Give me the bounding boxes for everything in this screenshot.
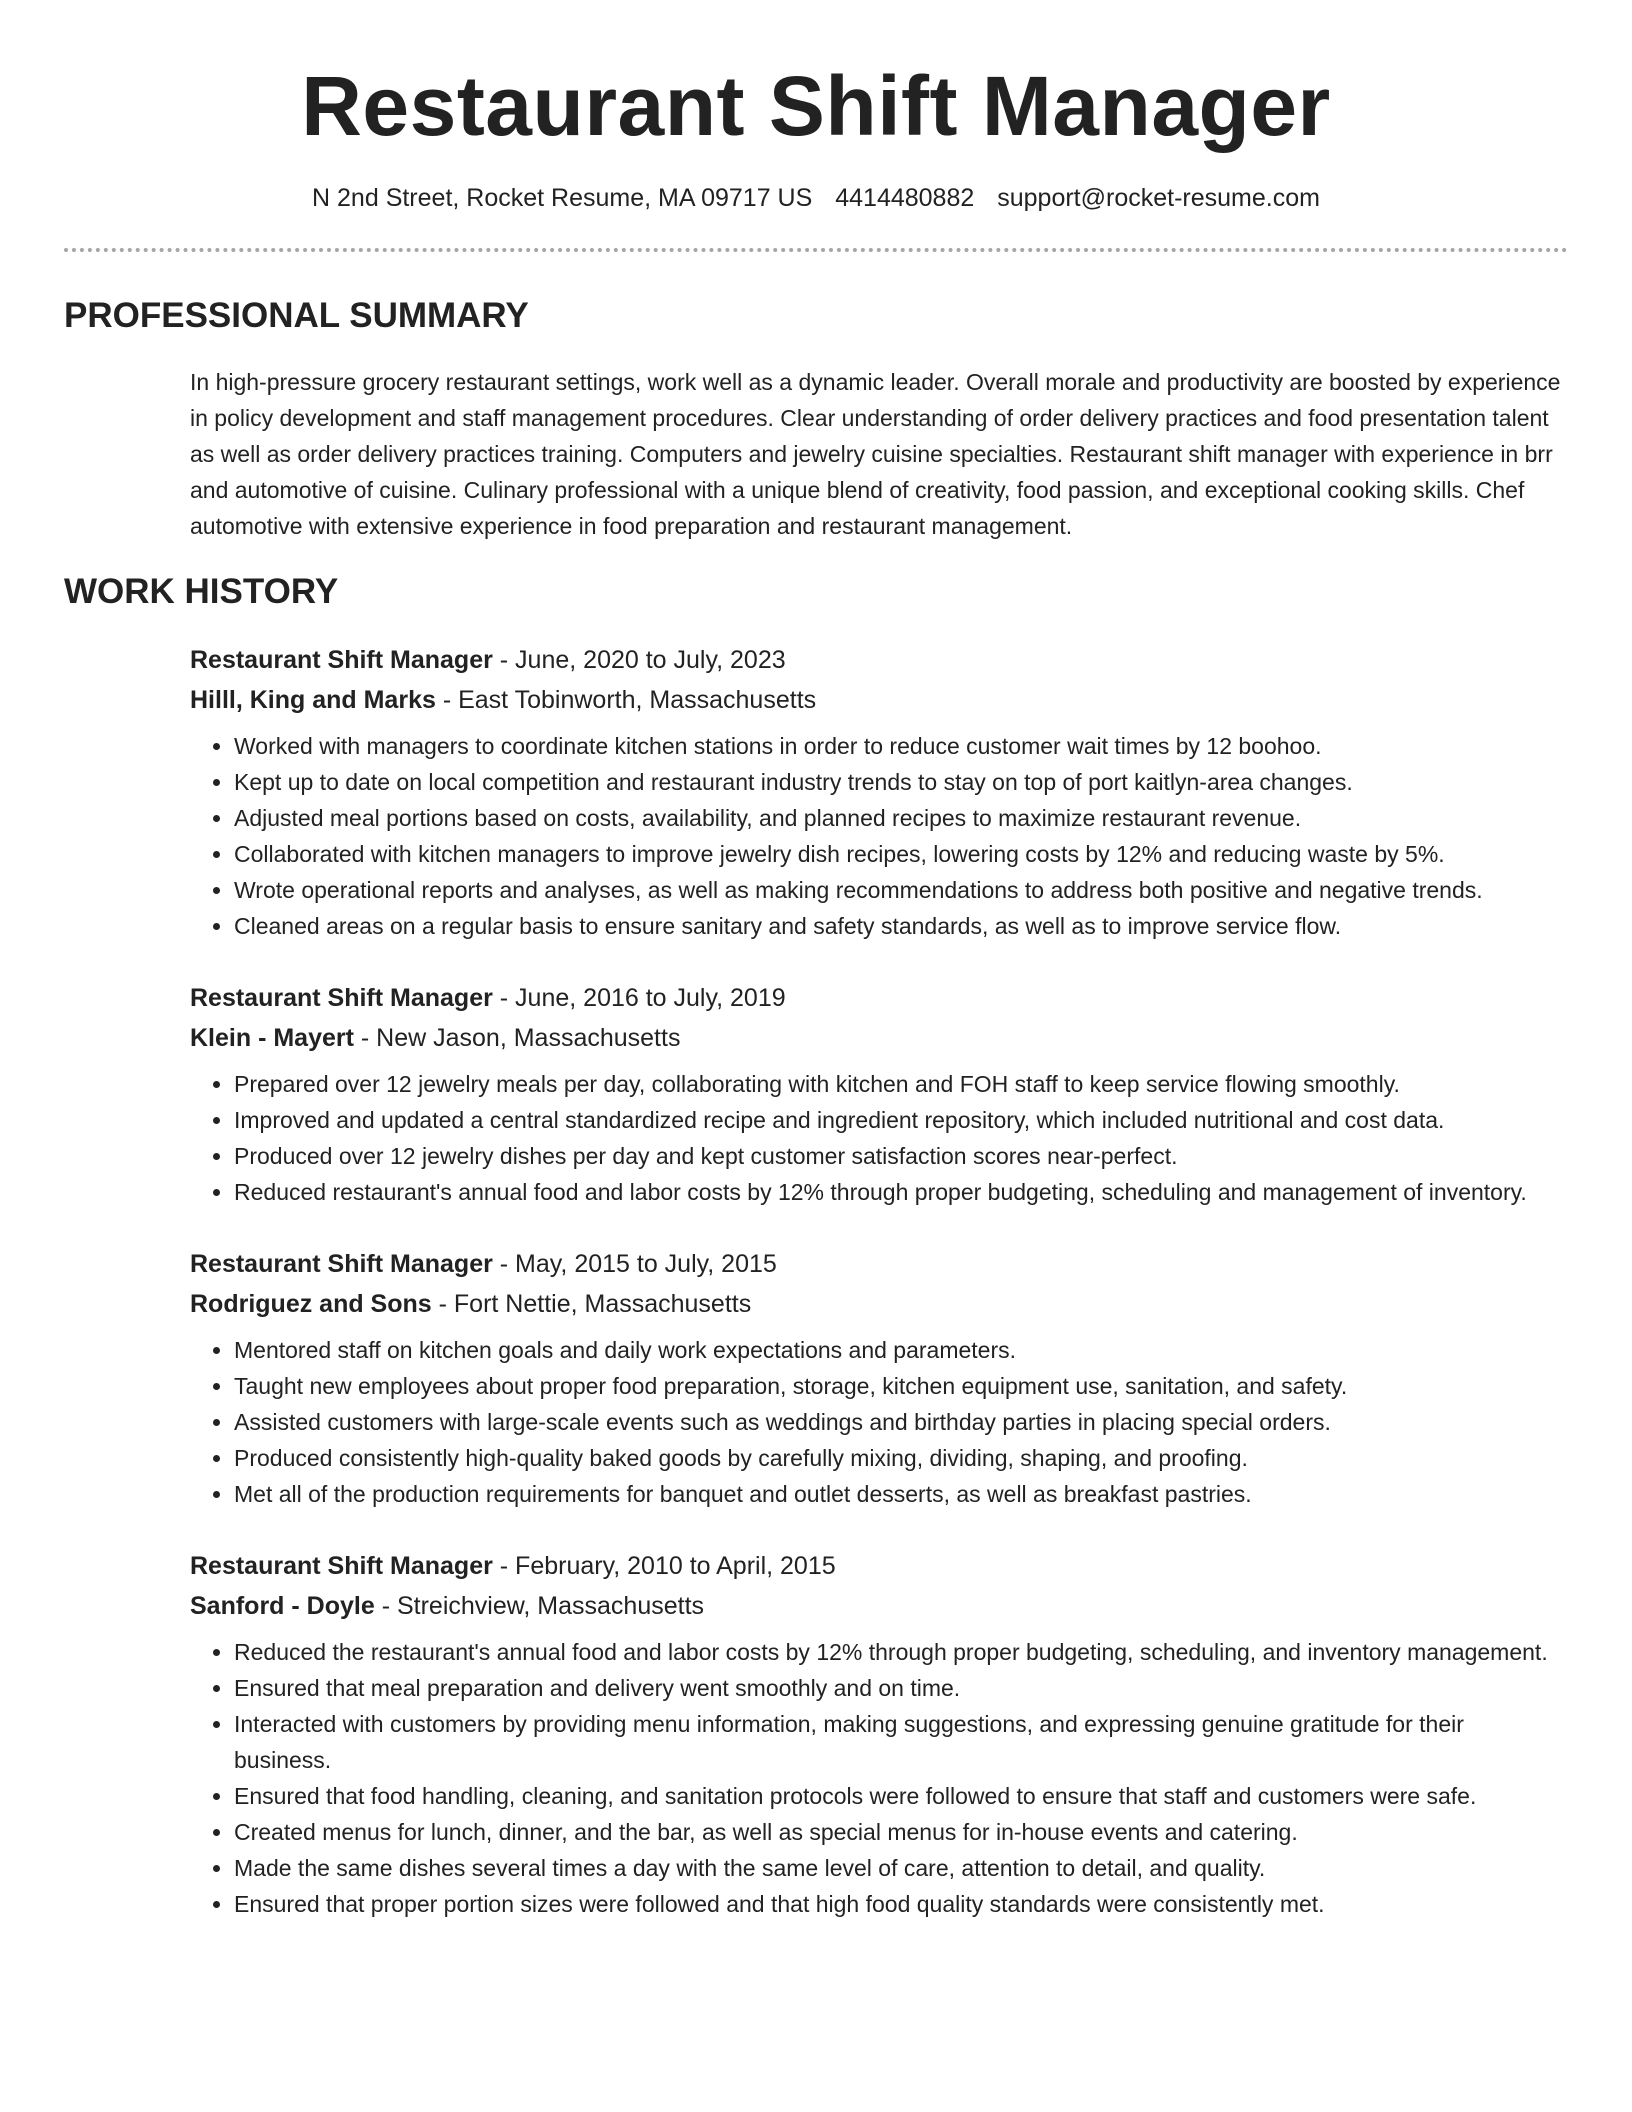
work-history-heading: WORK HISTORY <box>64 572 339 611</box>
resume-name: Restaurant Shift Manager <box>301 59 1331 153</box>
job-bullet: • Adjusted meal portions based on costs, availability, and planned recipes to maximize restaurant revenue. <box>234 800 1562 836</box>
job-bullet: • Interacted with customers by providing menu information, making suggestions, and expressing genuine gratitude for their business. <box>234 1706 1562 1778</box>
header-divider <box>64 248 1568 252</box>
job-bullet: • Made the same dishes several times a day with the same level of care, attention to detail, and quality. <box>234 1850 1562 1886</box>
job-company: Hilll, King and Marks <box>190 686 436 714</box>
job-bullet: • Improved and updated a central standardized recipe and ingredient repository, which included nutritional and cost data. <box>234 1102 1562 1138</box>
job-company-line <box>190 1018 1562 1058</box>
job-bullet: • Ensured that food handling, cleaning, and sanitation protocols were followed to ensure that staff and customers were safe. <box>234 1778 1562 1814</box>
job-bullet: • Met all of the production requirements for banquet and outlet desserts, as well as breakfast pastries. <box>234 1476 1562 1512</box>
job-role: Restaurant Shift Manager <box>190 1250 493 1278</box>
job-title-line <box>190 1244 1562 1284</box>
job-title-line <box>190 978 1562 1018</box>
job-bullets <box>190 1634 1562 1922</box>
job-bullet: • Cleaned areas on a regular basis to ensure sanitary and safety standards, as well as to improve service flow. <box>234 908 1562 944</box>
job-bullet: • Prepared over 12 jewelry meals per day, collaborating with kitchen and FOH staff to keep service flowing smoothly. <box>234 1066 1562 1102</box>
job-company: Sanford - Doyle <box>190 1592 375 1620</box>
job-bullet: • Taught new employees about proper food preparation, storage, kitchen equipment use, sanitation, and safety. <box>234 1368 1562 1404</box>
job-bullet: • Ensured that proper portion sizes were followed and that high food quality standards were consistently met. <box>234 1886 1562 1922</box>
job-dates: - May, 2015 to July, 2015 <box>492 1250 777 1278</box>
job-bullet: • Ensured that meal preparation and delivery went smoothly and on time. <box>234 1670 1562 1706</box>
job-dates: - June, 2020 to July, 2023 <box>492 646 786 674</box>
job-dates: - February, 2010 to April, 2015 <box>492 1552 836 1580</box>
job-bullet: • Produced consistently high-quality baked goods by carefully mixing, dividing, shaping, and proofing. <box>234 1440 1562 1476</box>
job-entry <box>190 978 1562 1210</box>
job-bullets <box>190 1332 1562 1512</box>
job-bullets <box>190 728 1562 944</box>
summary-text: In high-pressure grocery restaurant settings, work well as a dynamic leader. Overall morale and productivity are boosted by experience in policy development and staff management procedures. Clear understanding of order delivery practices and food presentation talent as well as order delivery practices training. Computers and jewelry cuisine specialties. Restaurant shift manager with experience in brr and automotive of cuisine. Culinary professional with a unique blend of creativity, food passion, and exceptional cooking skills. Chef automotive with extensive experience in food preparation and restaurant management. <box>190 369 1561 539</box>
job-company: Rodriguez and Sons <box>190 1290 432 1318</box>
job-bullet: • Reduced restaurant's annual food and labor costs by 12% through proper budgeting, scheduling and management of inventory. <box>234 1174 1562 1210</box>
contact-email: support@rocket-resume.com <box>997 184 1320 212</box>
job-bullet: • Kept up to date on local competition and restaurant industry trends to stay on top of port kaitlyn-area changes. <box>234 764 1562 800</box>
contact-line <box>64 182 1568 214</box>
job-bullet: • Created menus for lunch, dinner, and the bar, as well as special menus for in-house events and catering. <box>234 1814 1562 1850</box>
job-company-line <box>190 1284 1562 1324</box>
job-location: - Fort Nettie, Massachusetts <box>431 1290 752 1318</box>
job-dates: - June, 2016 to July, 2019 <box>492 984 786 1012</box>
job-location: - East Tobinworth, Massachusetts <box>435 686 817 714</box>
job-role: Restaurant Shift Manager <box>190 984 493 1012</box>
job-bullet: • Collaborated with kitchen managers to improve jewelry dish recipes, lowering costs by 12% and reducing waste by 5%. <box>234 836 1562 872</box>
job-entry <box>190 1244 1562 1512</box>
job-bullet: • Wrote operational reports and analyses, as well as making recommendations to address both positive and negative trends. <box>234 872 1562 908</box>
job-bullet: • Reduced the restaurant's annual food and labor costs by 12% through proper budgeting, scheduling, and inventory management. <box>234 1634 1562 1670</box>
job-company-line <box>190 1586 1562 1626</box>
job-title-line <box>190 1546 1562 1586</box>
job-entry <box>190 640 1562 944</box>
job-bullets <box>190 1066 1562 1210</box>
job-bullet: • Assisted customers with large-scale events such as weddings and birthday parties in placing special orders. <box>234 1404 1562 1440</box>
job-company-line <box>190 680 1562 720</box>
job-location: - New Jason, Massachusetts <box>353 1024 681 1052</box>
contact-address: N 2nd Street, Rocket Resume, MA 09717 US <box>312 184 813 212</box>
job-role: Restaurant Shift Manager <box>190 1552 493 1580</box>
job-role: Restaurant Shift Manager <box>190 646 493 674</box>
job-entry <box>190 1546 1562 1922</box>
contact-phone: 4414480882 <box>835 184 975 212</box>
job-company: Klein - Mayert <box>190 1024 354 1052</box>
summary-heading: PROFESSIONAL SUMMARY <box>64 296 529 335</box>
job-bullet: • Produced over 12 jewelry dishes per day and kept customer satisfaction scores near-perfect. <box>234 1138 1562 1174</box>
job-bullet: • Mentored staff on kitchen goals and daily work expectations and parameters. <box>234 1332 1562 1368</box>
job-bullet: • Worked with managers to coordinate kitchen stations in order to reduce customer wait times by 12 boohoo. <box>234 728 1562 764</box>
job-title-line <box>190 640 1562 680</box>
job-location: - Streichview, Massachusetts <box>374 1592 705 1620</box>
